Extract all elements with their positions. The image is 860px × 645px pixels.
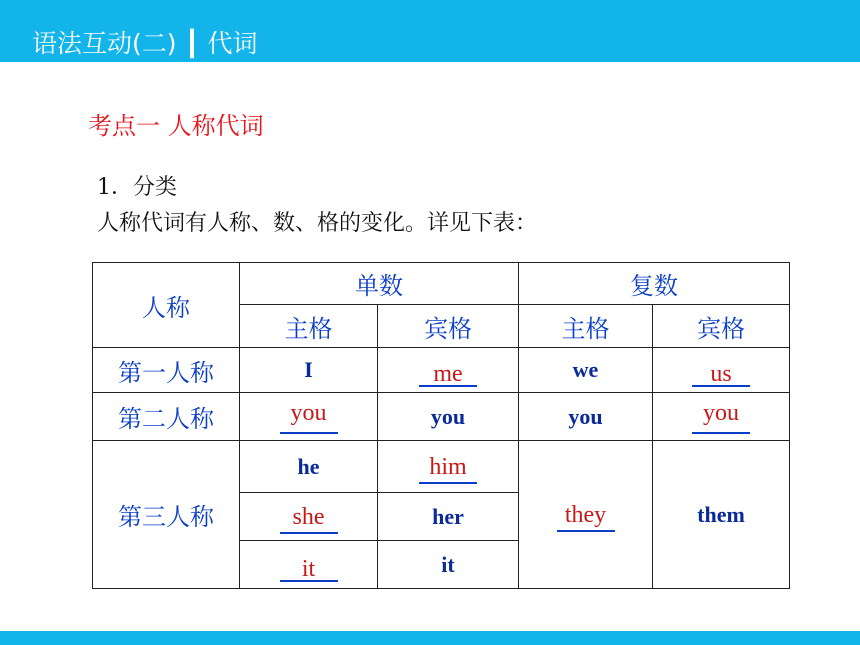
cell-first-pl-subject: we <box>519 348 653 393</box>
answer-text: it <box>301 555 316 582</box>
header-person: 人称 <box>93 263 240 348</box>
table-row-second-person <box>93 393 790 441</box>
row-label-third-person: 第三人称 <box>93 441 240 589</box>
answer-text: us <box>710 361 732 387</box>
cell-she-subject <box>240 493 378 541</box>
answer-text: him <box>429 453 467 480</box>
row-label-first-person: 第一人称 <box>93 348 240 393</box>
answer-blank <box>692 353 750 387</box>
cell-third-pl-object: them <box>653 441 790 589</box>
answer-blank <box>280 400 338 434</box>
table-row-first-person <box>93 348 790 393</box>
header-singular-subject: 主格 <box>240 305 378 348</box>
pronoun-table <box>92 262 789 588</box>
answer-text: you <box>703 399 739 426</box>
slide-title: 语法互动(二) ┃ 代词 <box>32 29 258 58</box>
cell-he-subject: he <box>240 441 378 493</box>
section-title: 考点一 人称代词 <box>88 112 264 140</box>
answer-blank <box>280 500 338 534</box>
row-label-second-person: 第二人称 <box>93 393 240 441</box>
cell-he-object <box>378 441 519 493</box>
answer-text: they <box>564 501 607 528</box>
cell-second-pl-object <box>653 393 790 441</box>
answer-blank <box>419 353 477 387</box>
header-singular: 单数 <box>240 263 519 305</box>
header-plural: 复数 <box>519 263 790 305</box>
cell-second-sg-subject <box>240 393 378 441</box>
table-row-third-person-he <box>93 441 790 493</box>
header-plural-object: 宾格 <box>653 305 790 348</box>
answer-blank <box>280 548 338 582</box>
answer-blank <box>692 400 750 434</box>
cell-second-sg-object: you <box>378 393 519 441</box>
cell-it-object: it <box>378 541 519 589</box>
answer-text: you <box>290 399 327 426</box>
cell-she-object: her <box>378 493 519 541</box>
cell-first-pl-object <box>653 348 790 393</box>
footer-bar <box>0 631 860 645</box>
intro-text: 人称代词有人称、数、格的变化。详见下表： <box>97 211 538 236</box>
cell-first-sg-subject: I <box>240 348 378 393</box>
cell-second-pl-subject: you <box>519 393 653 441</box>
answer-blank <box>419 450 477 484</box>
cell-first-sg-object <box>378 348 519 393</box>
cell-it-subject <box>240 541 378 589</box>
answer-text: she <box>292 503 325 530</box>
intro-heading: 1．分类 <box>97 175 177 200</box>
answer-blank <box>557 498 615 532</box>
header-singular-object: 宾格 <box>378 305 519 348</box>
header-plural-subject: 主格 <box>519 305 653 348</box>
cell-third-pl-subject <box>519 441 653 589</box>
answer-text: me <box>433 361 463 387</box>
